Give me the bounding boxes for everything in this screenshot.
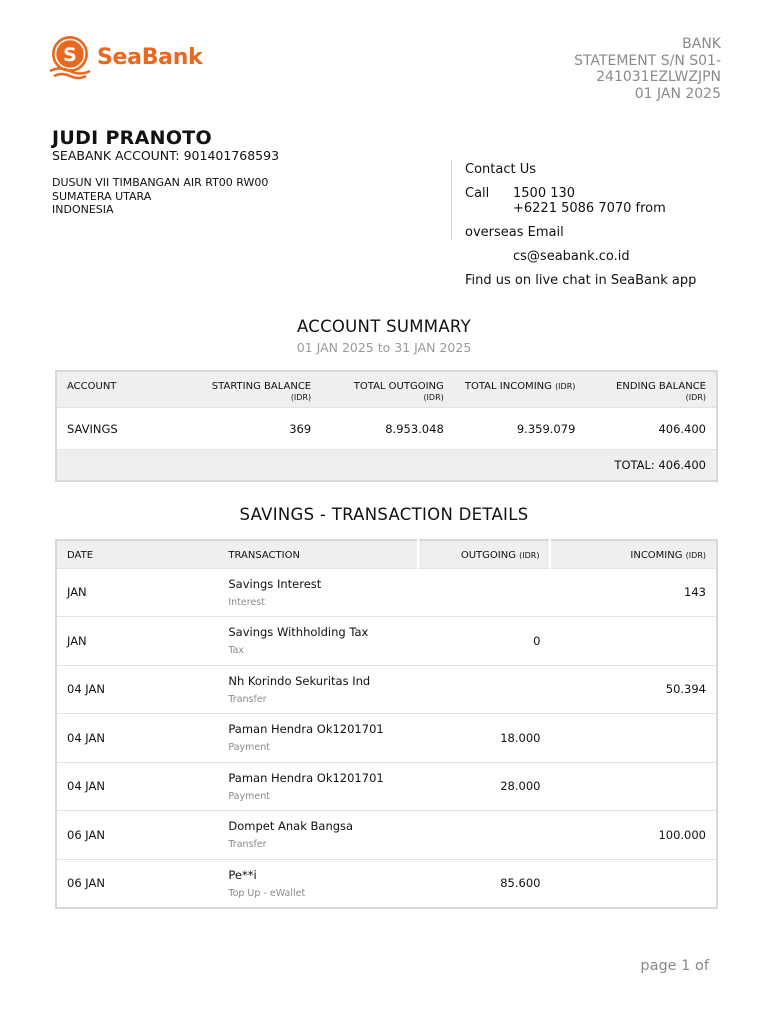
seabank-logo-icon [47, 34, 93, 80]
unit-label: (IDR) [519, 551, 540, 560]
transaction-table [55, 539, 718, 909]
tx-outgoing: 18.000 [418, 714, 551, 763]
customer-address [52, 176, 268, 217]
tx-incoming [550, 859, 717, 908]
statement-line: 01 JAN 2025 [634, 85, 721, 102]
summary-row [56, 408, 717, 450]
address-line: SUMATERA UTARA [52, 189, 152, 203]
tx-category: Transfer [228, 693, 267, 705]
tx-description [218, 762, 417, 811]
col-incoming-label: INCOMING [630, 550, 683, 561]
transactions-title: SAVINGS - TRANSACTION DETAILS [239, 505, 529, 524]
tx-date: JAN [56, 617, 218, 666]
summary-outgoing: 8.953.048 [321, 408, 454, 450]
tx-outgoing: 28.000 [418, 762, 551, 811]
tx-incoming: 50.394 [550, 665, 717, 714]
table-row [56, 665, 717, 714]
tx-category: Top Up - eWallet [228, 887, 306, 899]
unit-label: (IDR) [685, 393, 706, 402]
address-line: INDONESIA [52, 203, 114, 216]
seabank-logo [47, 34, 202, 80]
col-date: DATE [56, 540, 218, 568]
contact-heading: Contact Us [465, 162, 536, 177]
customer-name: JUDI PRANOTO [52, 127, 212, 149]
summary-period: 01 JAN 2025 to 31 JAN 2025 [296, 340, 472, 355]
statement-line: 241031EZLWZJPN [596, 69, 721, 85]
address-line: DUSUN VII TIMBANGAN AIR RT00 RW00 [52, 176, 269, 189]
tx-description [218, 617, 417, 666]
tx-date: 04 JAN [56, 665, 218, 714]
tx-description [218, 568, 417, 617]
unit-label: (IDR) [685, 551, 706, 560]
col-total-outgoing [321, 371, 454, 408]
tx-outgoing: 0 [418, 617, 551, 666]
phone-overseas[interactable]: +6221 5086 7070 from [513, 201, 666, 216]
tx-desc: Pe**i [228, 867, 257, 882]
table-row [56, 568, 717, 617]
statement-serial [521, 36, 721, 102]
svg-text:S: S [63, 44, 77, 66]
tx-incoming [550, 762, 717, 811]
call-label: Call [465, 186, 490, 201]
statement-line: STATEMENT S/N S01- [574, 52, 721, 69]
col-outgoing [418, 540, 551, 568]
col-total-incoming [454, 371, 586, 408]
tx-description [218, 811, 417, 860]
tx-category: Transfer [228, 839, 267, 851]
col-outgoing-label: TOTAL OUTGOING [353, 381, 444, 392]
summary-header-row [56, 371, 717, 408]
page-number: page 1 of [640, 958, 709, 974]
statement-line: BANK [682, 36, 721, 52]
col-starting-label: STARTING BALANCE [211, 381, 312, 392]
tx-description [218, 714, 417, 763]
unit-label: (IDR) [423, 393, 444, 402]
contact-block [465, 162, 696, 297]
tx-desc: Paman Hendra Ok1201701 [228, 722, 384, 737]
contact-phones [465, 186, 696, 216]
tx-desc: Paman Hendra Ok1201701 [228, 770, 384, 785]
tx-incoming [550, 617, 717, 666]
table-row [56, 714, 717, 763]
tx-date: 04 JAN [56, 714, 218, 763]
tx-outgoing [418, 568, 551, 617]
tx-incoming [550, 714, 717, 763]
tx-description [218, 859, 417, 908]
table-row [56, 617, 717, 666]
col-account: ACCOUNT [56, 371, 186, 408]
summary-incoming: 9.359.079 [454, 408, 586, 450]
tx-category: Interest [228, 596, 265, 608]
tx-date: 04 JAN [56, 762, 218, 811]
col-ending-label: ENDING BALANCE [616, 381, 706, 392]
table-row [56, 859, 717, 908]
summary-ending: 406.400 [585, 408, 717, 450]
phone-local[interactable]: 1500 130 [513, 186, 576, 201]
tx-category: Payment [228, 790, 270, 802]
tx-incoming: 143 [550, 568, 717, 617]
overseas-email-label: overseas Email [465, 225, 564, 240]
tx-category: Tax [228, 645, 245, 657]
col-incoming-label: TOTAL INCOMING [464, 381, 552, 392]
col-incoming [550, 540, 717, 568]
contact-divider [451, 160, 452, 240]
brand-name: SeaBank [97, 44, 203, 70]
live-chat-note: Find us on live chat in SeaBank app [465, 273, 697, 288]
unit-label: (IDR) [290, 393, 312, 402]
summary-account: SAVINGS [56, 408, 186, 450]
transaction-header-row [56, 540, 717, 568]
tx-desc: Dompet Anak Bangsa [228, 819, 354, 834]
tx-date: 06 JAN [56, 811, 218, 860]
tx-date: 06 JAN [56, 859, 218, 908]
tx-date: JAN [56, 568, 218, 617]
tx-desc: Nh Korindo Sekuritas Ind [228, 673, 371, 688]
col-outgoing-label: OUTGOING [460, 550, 516, 561]
summary-total-row [56, 450, 717, 481]
summary-total: TOTAL: 406.400 [56, 450, 717, 481]
tx-incoming: 100.000 [550, 811, 717, 860]
col-ending-balance [585, 371, 717, 408]
tx-category: Payment [228, 742, 270, 754]
account-summary-table [55, 370, 718, 482]
tx-desc: Savings Withholding Tax [228, 625, 369, 640]
table-row [56, 762, 717, 811]
tx-desc: Savings Interest [228, 576, 322, 591]
table-row [56, 811, 717, 860]
tx-outgoing [418, 665, 551, 714]
tx-outgoing [418, 811, 551, 860]
col-starting-balance [186, 371, 322, 408]
col-transaction: TRANSACTION [218, 540, 417, 568]
unit-label: (IDR) [555, 382, 576, 391]
account-number: SEABANK ACCOUNT: 901401768593 [52, 148, 280, 163]
tx-description [218, 665, 417, 714]
tx-outgoing: 85.600 [418, 859, 551, 908]
summary-title: ACCOUNT SUMMARY [296, 317, 472, 336]
support-email[interactable]: cs@seabank.co.id [513, 249, 630, 264]
summary-starting: 369 [186, 408, 322, 450]
